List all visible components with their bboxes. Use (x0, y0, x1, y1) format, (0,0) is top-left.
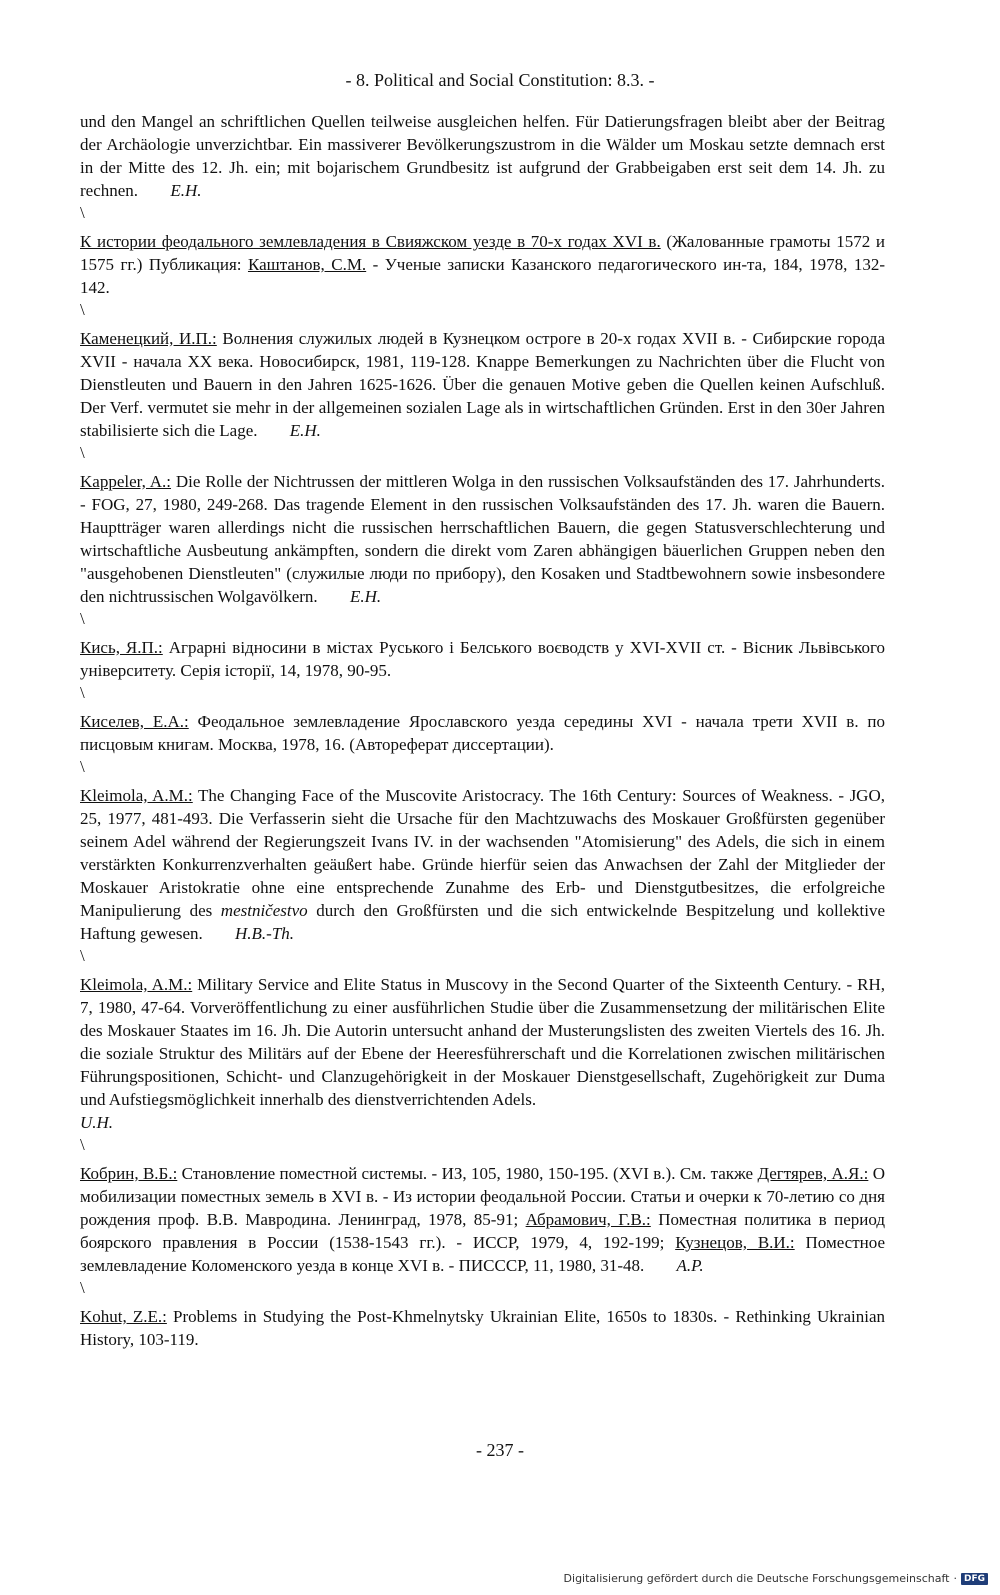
entry-separator: \ (80, 1135, 85, 1154)
entry-author: Дегтярев, А.Я.: (757, 1164, 869, 1183)
dfg-logo-icon: DFG (961, 1573, 988, 1585)
digitization-credit: Digitalisierung gefördert durch die Deutsche Forschungsgemeinschaft · DFG (564, 1572, 988, 1585)
bibliography-entry: Киселев, Е.А.: Феодальное землевладение Ярославского уезда середины XVI - начала трети XVII в. по писцовым книгам. Москва, 1978, 16. (Автореферат диссертации). (80, 712, 885, 754)
page-number: - 237 - (476, 1440, 524, 1460)
entry-separator: \ (80, 683, 85, 702)
bibliography-entry: Kohut, Z.E.: Problems in Studying the Post-Khmelnytsky Ukrainian Elite, 1650s to 1830s. - Rethinking Ukrainian History, 103-119. (80, 1307, 885, 1349)
entry-separator: \ (80, 946, 85, 965)
bibliography-entry: Кись, Я.П.: Аграрні відносини в містах Руського і Белського воєводств у XVI-XVII ст. - Вісник Львівського університету. Серія історії, 14, 1978, 90-95. (80, 638, 885, 680)
entry-author: Абрамович, Г.В.: (525, 1210, 651, 1229)
bibliography-entry: Кобрин, В.Б.: Становление поместной системы. - ИЗ, 105, 1980, 150-195. (XVI в.). См. также Дегтярев, А.Я.: О мобилизации поместных земель в XVI в. - Из истории феодальной России. Статьи и очерки к 70-летию со дня рождения проф. В.В. Мавродина. Ленинград, 1978, 85-91; Абрамович, Г.В.: Поместная политика в период боярского правления в России (1538-1543 гг.). - ИССР, 1979, 4, 192-199; Кузнецов, В.И.: Поместное землевладение Коломенского уезда в конце XVI в. - ПИСССР, 11, 1980, 31-48. A.P. (80, 1164, 886, 1275)
entry-author: Каштанов, С.М. (247, 255, 367, 274)
entry-author: Киселев, Е.А.: (80, 712, 189, 731)
bibliography-entry: Kappeler, A.: Die Rolle der Nichtrussen der mittleren Wolga in den russischen Volksaufständen des 17. Jahrhunderts. - FOG, 27, 1980, 249-268. Das tragende Element in den russischen Volksaufständen des 17. Jh. waren die Bauern. Hauptträger waren allerdings nicht die russischen herrschaftlichen Bauern, die gegen Statusverschlechterung und wirtschaftliche Ausbeutung ankämpften, sondern die direkt vom Zaren abhängigen bäuerlichen Gruppen neben den "ausgehobenen Dienstleuten" (служилые люди по прибору), den Kosaken und Stadtbewohnern sowie insbesondere den nichtrussischen Wolgavölkern. E.H. (80, 472, 885, 606)
entry-author: Kleimola, A.M.: (80, 975, 193, 994)
entry-title: К истории феодального землевладения в Свияжском уезде в 70-х годах XVI в. (80, 232, 661, 251)
entry-separator: \ (80, 1278, 85, 1297)
entry-author: Каменецкий, И.П.: (80, 329, 217, 348)
entry-separator: \ (80, 443, 85, 462)
bibliography-entry: Каменецкий, И.П.: Волнения служилых людей в Кузнецком остроге в 20-х годах XVII в. - Сибирские города XVII - начала XX века. Новосибирск, 1981, 119-128. Knappe Bemerkungen zu Nachrichten über die Flucht von Dienstleuten und Bauern in den Jahren 1625-1626. Über die genauen Motive geben die Quellen keinen Aufschluß. Der Verf. vermutet sie mehr in der allgemeinen sozialen Lage als in wirtschaftlichen Gründen. Erst in den 30er Jahren stabilisierte sich die Lage. E.H. (80, 329, 886, 440)
entry-author: Kleimola, A.M.: (80, 786, 193, 805)
entry-author: Kohut, Z.E.: (80, 1307, 167, 1326)
entry-separator: \ (80, 300, 85, 319)
bibliography-entry: К истории феодального землевладения в Свияжском уезде в 70-х годах XVI в. (Жалованные грамоты 1572 и 1575 гг.) Публикация: Каштанов, С.М. - Ученые записки Казанского педагогического ин-та, 184, 1978, 132-142. (80, 232, 885, 297)
entry-author: Кобрин, В.Б.: (80, 1164, 178, 1183)
bibliography-entry: Kleimola, A.M.: The Changing Face of the Muscovite Aristocracy. The 16th Century: Sources of Weakness. - JGO, 25, 1977, 481-493. Die Verfasserin sieht die Ursache für den Machtzuwachs des Moskauer Großfürsten gegenüber seinem Adel während der Regierungszeit Ivans IV. in der wachsenden "Atomisierung" des Adels, die sich in einem verstärkten Konkurrenzverhalten geäußert habe. Gründe hierfür seien das Anwachsen der Zahl der Mitglieder der Moskauer Aristokratie ohne eine entsprechende Zunahme des Erb- und Dienstgutbesitzes, die erfolgreiche Manipulierung des mestničestvo durch den Großfürsten und die sich entwickelnde Bespitzelung und kollektive Haftung gewesen. H.B.-Th. (80, 786, 886, 943)
bibliography-entry: und den Mangel an schriftlichen Quellen teilweise ausgleichen helfen. Für Datierungsfragen bleibt aber der Beitrag der Archäologie unverzichtbar. Ein massiverer Bevölkerungszustrom in die Wälder um Moskau setzte demnach erst in der Mitte des 12. Jh. ein; mit bojarischem Grundbesitz ist aufgrund der Grabbeigaben erst seit dem 14. Jh. zu rechnen. E.H. (80, 112, 885, 200)
bibliography-list (80, 110, 885, 1351)
entry-separator: \ (80, 609, 85, 628)
running-header: - 8. Political and Social Constitution: 8.3. - (345, 70, 655, 90)
bibliography-entry: Kleimola, A.M.: Military Service and Elite Status in Muscovy in the Second Quarter of the Sixteenth Century. - RH, 7, 1980, 47-64. Vorveröffentlichung zu einer ausführlichen Studie über die Zusammensetzung der militärischen Elite des Moskauer Staates im 16. Jh. Die Autorin untersucht anhand der Musterungslisten des zweiten Viertels des 16. Jh. die soziale Struktur des Militärs auf der Ebene der Heeresführerschaft und die Korrelationen zwischen militärischen Führungspositionen, Schicht- und Clanzugehörigkeit in der Moskauer Dienstgesellschaft, Zugehörigkeit zur Duma und Aufstiegsmöglichkeit innerhalb des dienstverrichtenden Adels. U.H. (80, 975, 885, 1132)
entry-separator: \ (80, 757, 85, 776)
entry-author: Кись, Я.П.: (80, 638, 163, 657)
entry-author: Кузнецов, В.И.: (675, 1233, 795, 1252)
entry-separator: \ (80, 203, 85, 222)
entry-author: Kappeler, A.: (80, 472, 172, 491)
